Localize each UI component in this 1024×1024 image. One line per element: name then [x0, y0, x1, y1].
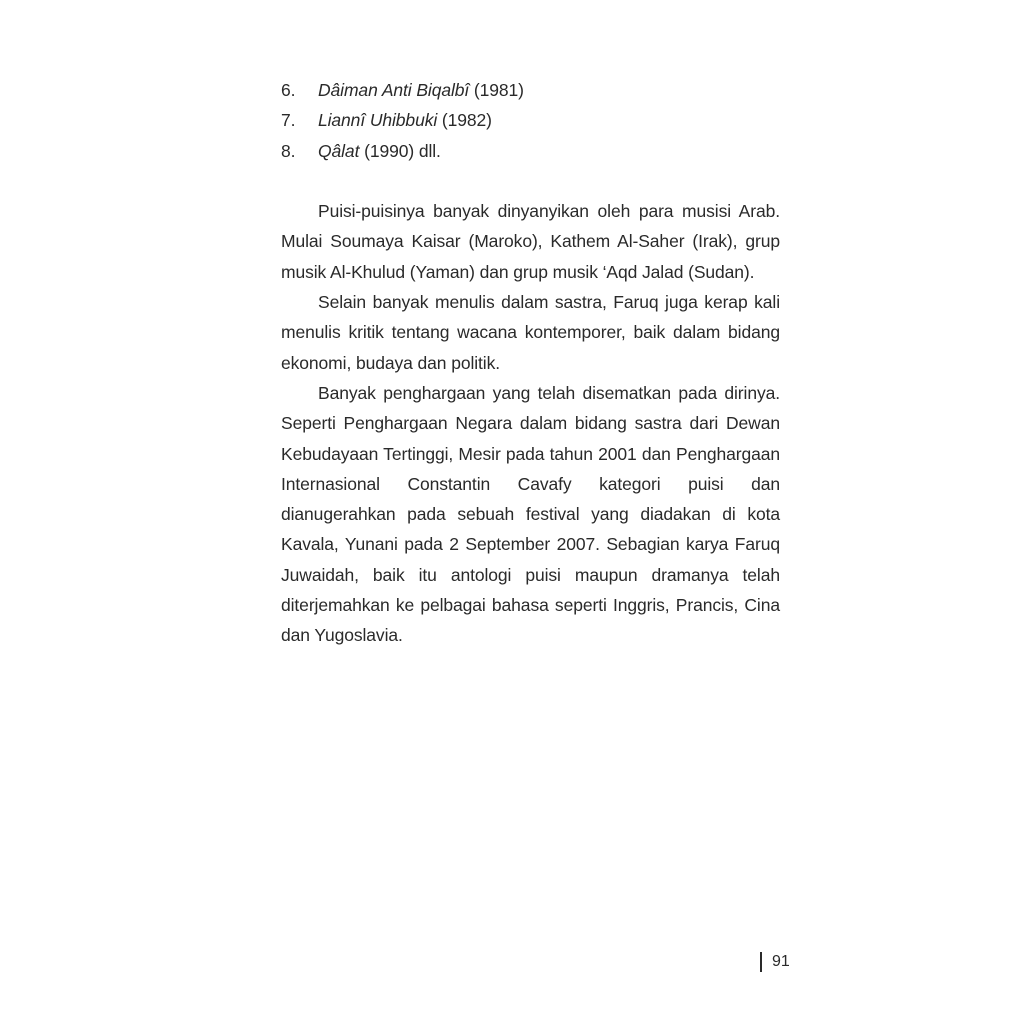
work-title: Qâlat — [318, 140, 360, 161]
work-year: (1990) dll. — [359, 140, 441, 161]
section-spacer — [281, 166, 780, 196]
list-number: 7. — [281, 110, 296, 131]
work-title: Dâiman Anti Biqalbî — [318, 80, 470, 100]
footer-divider — [760, 952, 762, 972]
page-body — [281, 75, 780, 651]
list-number: 6. — [281, 80, 296, 100]
page-footer — [760, 951, 790, 973]
work-title: Liannî Uhibbuki — [318, 110, 438, 131]
paragraph-musicians: Puisi-puisinya banyak dinyanyikan oleh para musisi Arab. Mulai Soumaya Kaisar (Maroko), Kathem Al-Saher (Irak), grup musik Al-Khulud (Yaman) dan grup musik ‘Aqd Jalad (Sudan). — [281, 201, 780, 282]
page-number: 91 — [772, 953, 790, 970]
list-item — [281, 75, 780, 105]
paragraph-criticism: Selain banyak menulis dalam sastra, Faruq juga kerap kali menulis kritik tentang wacana kontemporer, baik dalam bidang ekonomi, budaya dan politik. — [281, 292, 780, 373]
list-number: 8. — [281, 140, 296, 161]
list-item — [281, 136, 780, 166]
work-year: (1981) — [469, 80, 524, 100]
list-item — [281, 105, 780, 135]
work-year: (1982) — [437, 110, 492, 131]
paragraph-awards: Banyak penghargaan yang telah disematkan pada dirinya. Seperti Penghargaan Negara dalam bidang sastra dari Dewan Kebudayaan Tertinggi, Mesir pada tahun 2001 dan Penghargaan Internasional Constantin Cavafy kategori puisi dan dianugerahkan pada sebuah festival yang diadakan di kota Kavala, Yunani pada 2 September 2007. Sebagian karya Faruq Juwaidah, baik itu antologi puisi maupun dramanya telah diterjemahkan ke pelbagai bahasa seperti Inggris, Prancis, Cina dan Yugoslavia. — [281, 382, 780, 646]
